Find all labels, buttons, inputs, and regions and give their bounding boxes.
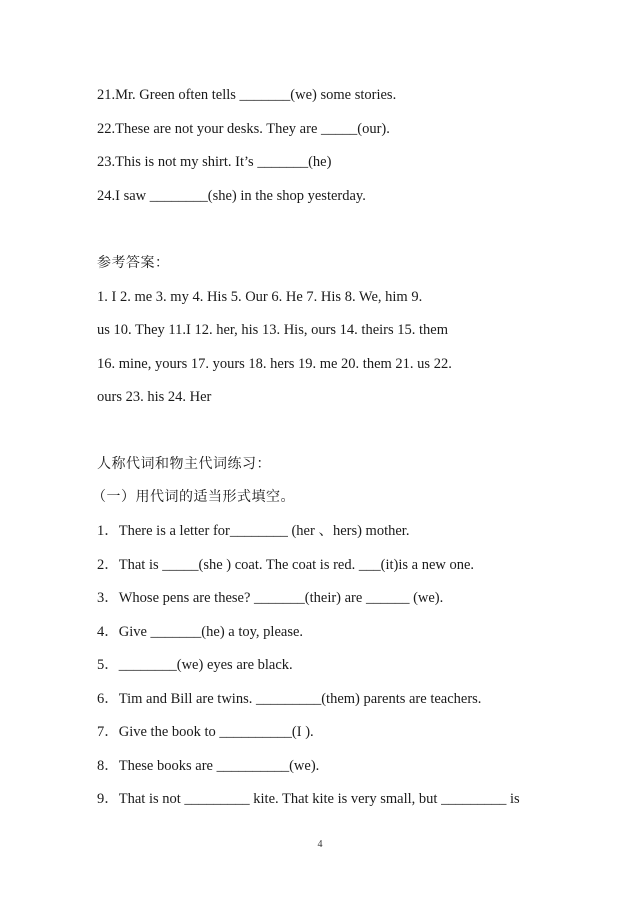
answers-heading: 参考答案： [97,255,170,271]
answers-line-2: us 10. They 11.I 12. her, his 13. His, ours 14. theirs 15. them [97,322,449,338]
exercise-item-22: 22.These are not your desks. They are _____(our). [97,121,390,137]
exercise-b-item-8: 8．These books are __________(we). [97,758,320,774]
exercise-item-24: 24.I saw ________(she) in the shop yesterday. [97,188,366,204]
exercise-b-item-6: 6．Tim and Bill are twins. _________(them) parents are teachers. [97,691,482,707]
exercise-b-item-7: 7．Give the book to __________(I ). [97,724,314,740]
answers-line-1: 1. I 2. me 3. my 4. His 5. Our 6. He 7. His 8. We, him 9. [97,289,423,305]
exercise-item-21: 21.Mr. Green often tells _______(we) some stories. [97,87,397,103]
answers-line-4: ours 23. his 24. Her [97,389,212,405]
exercise-b-title: 人称代词和物主代词练习： [97,456,271,472]
page-number: 4 [317,839,323,850]
exercise-b-item-5: 5．________(we) eyes are black. [97,657,293,673]
answers-line-3: 16. mine, yours 17. yours 18. hers 19. me 20. them 21. us 22. [97,356,452,372]
exercise-b-item-9: 9．That is not _________ kite. That kite is very small, but _________ is [97,791,520,807]
exercise-b-subtitle: （一）用代词的适当形式填空。 [92,489,295,505]
exercise-b-item-4: 4．Give _______(he) a toy, please. [97,624,304,640]
exercise-b-item-3: 3．Whose pens are these? _______(their) are ______ (we). [97,590,444,606]
exercise-b-item-2: 2．That is _____(she ) coat. The coat is red. ___(it)is a new one. [97,557,475,573]
exercise-b-item-1: 1．There is a letter for________ (her 、hers) mother. [97,523,410,539]
exercise-item-23: 23.This is not my shirt. It’s _______(he) [97,154,332,170]
